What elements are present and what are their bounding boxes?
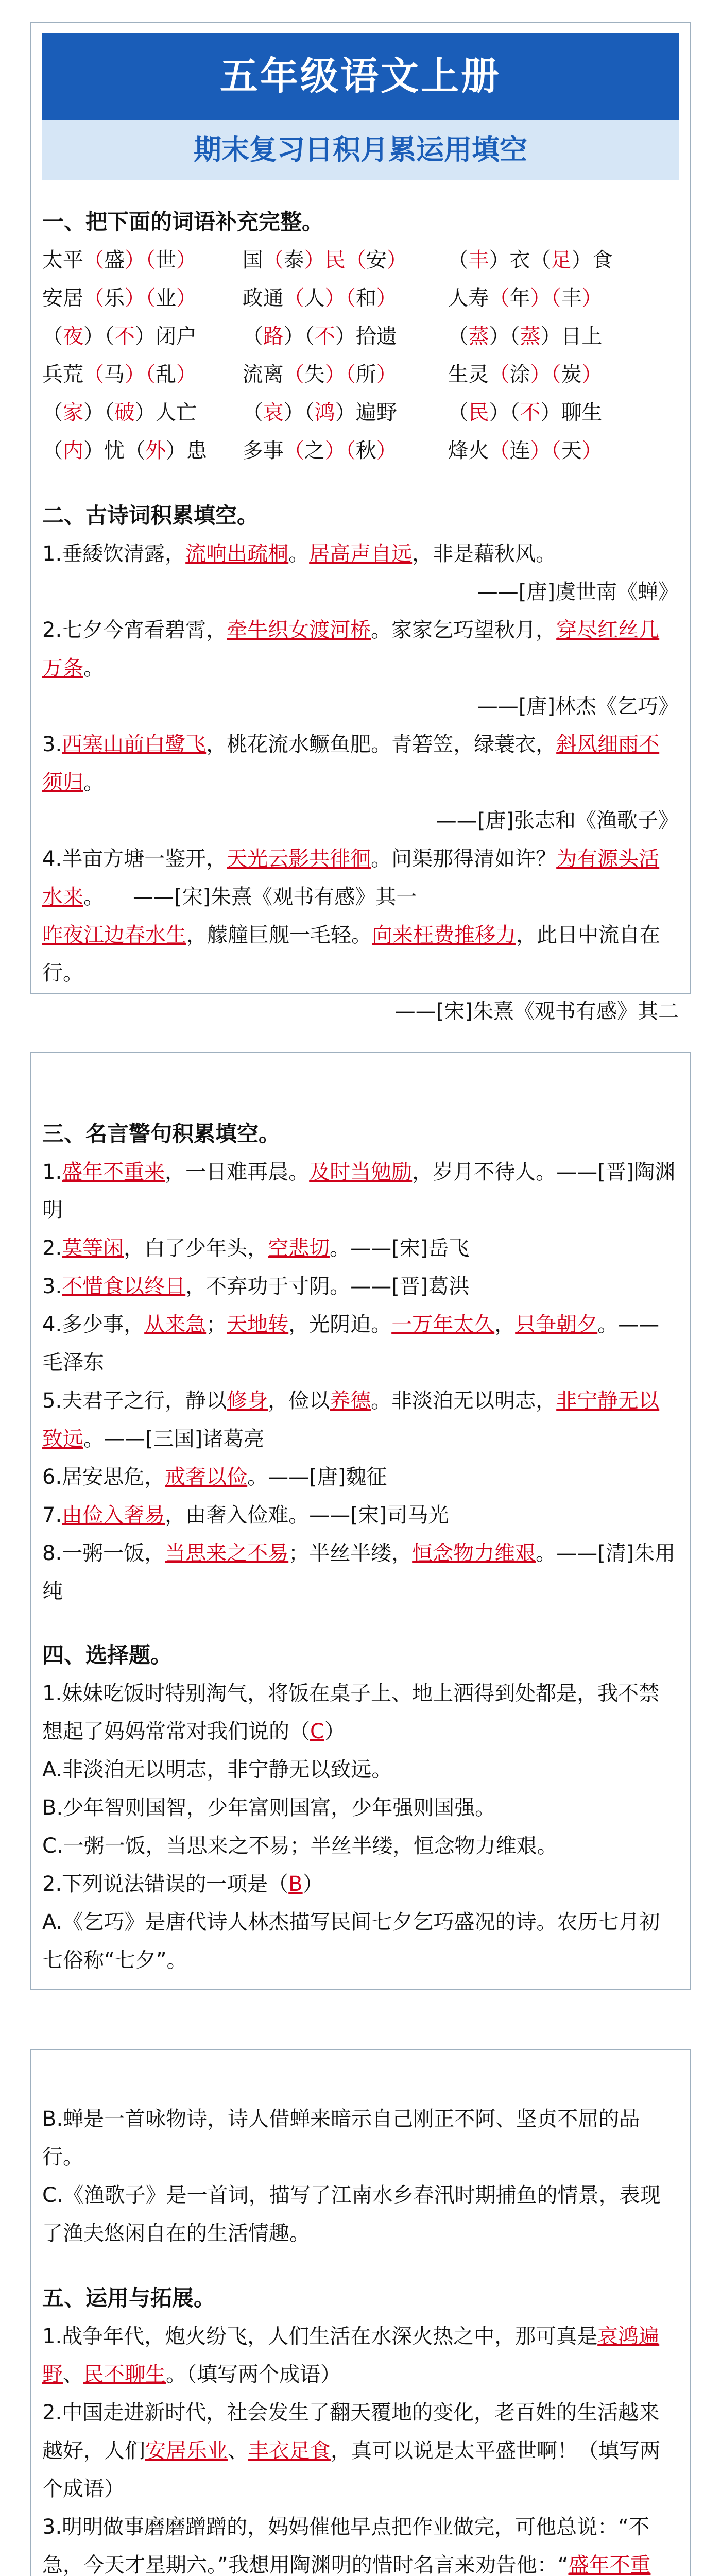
answer-char: 破 xyxy=(114,401,135,425)
word-text: （ xyxy=(448,325,469,348)
card-1 xyxy=(30,22,691,1023)
answer-text: 空悲切 xyxy=(268,1236,330,1260)
answer-char: （ xyxy=(489,363,510,386)
plain-text: 。家家乞巧望秋月， xyxy=(371,618,557,642)
word-text: 人寿 xyxy=(448,286,489,310)
choice-q2-c: C.《渔歌子》是一首词，描写了江南水乡春汛时期捕鱼的情景，表现了渔夫悠闲自在的生活情趣。 xyxy=(42,2183,661,2245)
plain-text: ，俭以 xyxy=(268,1389,330,1413)
plain-text: ，艨艟巨舰一毛轻。 xyxy=(186,923,372,947)
plain-text: 。 xyxy=(83,656,104,680)
choice-q2-a: A.《乞巧》是唐代诗人林杰描写民间七夕乞巧盛况的诗。农历七月初七俗称“七夕”。 xyxy=(42,1910,660,1972)
plain-text: ； xyxy=(206,1313,227,1336)
plain-text: 1.战争年代，炮火纷飞，人们生活在水深火热之中，那可真是 xyxy=(42,2325,598,2348)
card-2 xyxy=(30,1052,691,1990)
plain-text: 1.垂緌饮清露， xyxy=(42,542,186,566)
word-text: 秋 xyxy=(355,439,376,463)
poem-3 xyxy=(42,725,679,802)
answer-char: ） xyxy=(581,439,603,463)
word-row xyxy=(42,241,679,279)
answer-char: 不 xyxy=(314,325,335,348)
plain-text: 。 xyxy=(83,771,104,794)
answer-text: 一万年太久 xyxy=(391,1313,495,1336)
word-text: 世 xyxy=(156,248,176,272)
poem-5 xyxy=(42,916,679,992)
answer-char: ） xyxy=(376,286,397,310)
word-text: ）（ xyxy=(489,401,520,425)
word-item xyxy=(42,355,243,394)
quote-item xyxy=(42,1382,679,1458)
choice-q1-b: B.少年智则国智，少年富则国富，少年强则国强。 xyxy=(42,1796,496,1820)
answer-char: ）（ xyxy=(125,363,156,386)
quote-item xyxy=(42,1267,679,1306)
plain-text: 2. xyxy=(42,1236,62,1260)
word-text: （ xyxy=(448,401,469,425)
answer-char: 内 xyxy=(63,439,83,463)
poem-4-source: ——[宋]朱熹《观书有感》其一 xyxy=(133,885,417,909)
plain-text: 3. xyxy=(42,1275,62,1298)
quote-item xyxy=(42,1458,679,1496)
word-text: ）（ xyxy=(83,325,114,348)
answer-char: 不 xyxy=(114,325,135,348)
word-item xyxy=(243,432,448,470)
word-text: 国 xyxy=(242,248,263,272)
answer-char: 蒸 xyxy=(520,325,541,348)
page-subtitle: 期末复习日积月累运用填空 xyxy=(42,120,679,180)
plain-text: ，非是藉秋风。 xyxy=(412,542,557,566)
plain-text: 。——[宋]岳飞 xyxy=(330,1236,470,1260)
word-text: ）患 xyxy=(166,439,207,463)
answer-text: 及时当勉励 xyxy=(309,1160,413,1184)
word-item xyxy=(448,279,679,317)
poem-1-source: ——[唐]虞世南《蝉》 xyxy=(477,580,679,604)
word-text: 业 xyxy=(156,286,176,310)
answer-text: 只争朝夕 xyxy=(515,1313,598,1336)
word-item xyxy=(448,394,679,432)
plain-text: 7. xyxy=(42,1503,62,1527)
plain-text: 。——毛泽东 xyxy=(42,1313,660,1375)
answer-char: （ xyxy=(489,286,510,310)
answer-char: ）民（ xyxy=(304,248,366,272)
word-text: （ xyxy=(42,401,63,425)
answer-char: 路 xyxy=(263,325,284,348)
answer-text: 莫等闲 xyxy=(62,1236,124,1260)
plain-text: ，光阴迫。 xyxy=(288,1313,392,1336)
quote-item xyxy=(42,1153,679,1229)
plain-text: ，一日难再晨。 xyxy=(165,1160,310,1184)
word-row xyxy=(42,394,679,432)
word-item xyxy=(42,317,243,355)
plain-text: 5.夫君子之行，静以 xyxy=(42,1389,227,1413)
plain-text: 1. xyxy=(42,1160,62,1184)
answer-char: 家 xyxy=(63,401,83,425)
word-text: 安居 xyxy=(42,286,83,310)
answer-char: ）（ xyxy=(324,286,356,310)
answer-char: 不 xyxy=(520,401,541,425)
answer-char: （ xyxy=(283,439,304,463)
answer-char: 夜 xyxy=(63,325,83,348)
word-text: 丰 xyxy=(561,286,582,310)
answer-char: ） xyxy=(581,363,603,386)
answer-char: 蒸 xyxy=(468,325,489,348)
answer-text: 民不聊生 xyxy=(83,2363,166,2386)
plain-text: ；半丝半缕， xyxy=(288,1541,413,1565)
word-text: 连 xyxy=(509,439,530,463)
answer-char: ） xyxy=(376,439,397,463)
word-text: ）（ xyxy=(83,401,114,425)
section-1-title: 一、把下面的词语补充完整。 xyxy=(42,209,324,234)
word-item xyxy=(243,279,448,317)
poem-2-source: ——[唐]林杰《乞巧》 xyxy=(477,694,679,718)
word-text: 涂 xyxy=(509,363,530,386)
word-row xyxy=(42,355,679,394)
plain-text: 8.一粥一饭， xyxy=(42,1541,165,1565)
section-3-title: 三、名言警句积累填空。 xyxy=(42,1121,281,1146)
answer-text: 昨夜江边春水生 xyxy=(42,923,186,947)
card-3 xyxy=(30,2049,691,2576)
answer-text: 由俭入奢易 xyxy=(62,1503,165,1527)
word-item xyxy=(243,394,448,432)
answer-text: 修身 xyxy=(227,1389,268,1413)
answer-text: 不惜食以终日 xyxy=(62,1275,186,1298)
word-row xyxy=(42,432,679,470)
choice-q1-a: A.非淡泊无以明志，非宁静无以致远。 xyxy=(42,1758,392,1782)
word-row xyxy=(42,317,679,355)
answer-char: ） xyxy=(176,248,197,272)
answer-char: 哀 xyxy=(263,401,284,425)
answer-char: ）（ xyxy=(324,439,356,463)
word-item xyxy=(448,355,679,394)
word-text: ）日上 xyxy=(540,325,603,348)
word-text: ）拾遗 xyxy=(335,325,397,348)
word-text: 安 xyxy=(366,248,387,272)
word-text: 人 xyxy=(304,286,325,310)
answer-text: 养德 xyxy=(330,1389,371,1413)
answer-text: 当思来之不易 xyxy=(165,1541,289,1565)
poem-2 xyxy=(42,611,679,687)
answer-char: （ xyxy=(283,286,304,310)
answer-text: 向来枉费推移力 xyxy=(372,923,516,947)
word-item xyxy=(42,279,243,317)
answer-char: （ xyxy=(83,363,104,386)
word-text: （ xyxy=(242,401,263,425)
answer-char: 足 xyxy=(551,248,572,272)
word-text: 和 xyxy=(355,286,376,310)
answer-char: ）（ xyxy=(530,363,561,386)
plain-text: 。非淡泊无以明志， xyxy=(371,1389,557,1413)
quote-item xyxy=(42,1229,679,1267)
page-title: 五年级语文上册 xyxy=(42,33,679,120)
word-text: 泰 xyxy=(283,248,304,272)
choice-q2 xyxy=(42,1865,679,1903)
poem-5-source: ——[宋]朱熹《观书有感》其二 xyxy=(394,999,679,1023)
poem-4 xyxy=(42,840,679,916)
plain-text: 3.明明做事磨磨蹭蹭的，妈妈催他早点把作业做完，可他总说：“不急，今天才星期六。”我想用陶渊明的惜时名言来劝告他：“ xyxy=(42,2515,649,2576)
answer-char: 鸿 xyxy=(314,401,335,425)
answer-char: （ xyxy=(283,363,304,386)
answer-text: 盛年不重来 xyxy=(62,1160,165,1184)
plain-text: 6.居安思危， xyxy=(42,1465,165,1489)
plain-text: 1.妹妹吃饭时特别淘气，将饭在桌子上、地上洒得到处都是，我不禁想起了妈妈常常对我们说的（ xyxy=(42,1682,660,1743)
answer-char: （ xyxy=(263,248,284,272)
answer-text: 牵牛织女渡河桥 xyxy=(227,618,371,642)
answer-text: 从来急 xyxy=(144,1313,207,1336)
word-text: 之 xyxy=(304,439,325,463)
answer-char: ）（ xyxy=(530,439,561,463)
answer-char: ）（ xyxy=(530,286,561,310)
word-text: （ xyxy=(242,325,263,348)
plain-text: 。 xyxy=(288,542,310,566)
answer-text: B xyxy=(288,1872,303,1896)
plain-text: 2.下列说法错误的一项是（ xyxy=(42,1872,289,1896)
plain-text: ，桃花流水鳜鱼肥。青箬笠，绿蓑衣， xyxy=(206,733,557,756)
word-item xyxy=(42,241,243,279)
section-4-title: 四、选择题。 xyxy=(42,1642,173,1668)
word-text: ）聊生 xyxy=(540,401,603,425)
answer-char: ） xyxy=(176,363,197,386)
plain-text: ，岁月不待人。——[晋]陶渊明 xyxy=(42,1160,676,1222)
plain-text: ，白了少年头， xyxy=(124,1236,268,1260)
word-text: （ xyxy=(448,248,469,272)
answer-text: 戒奢以俭 xyxy=(165,1465,248,1489)
answer-text: C xyxy=(310,1720,324,1743)
answer-text: 非宁静无以致远 xyxy=(42,1389,660,1451)
extend-3 xyxy=(42,2508,679,2576)
answer-text: 丰衣足食 xyxy=(248,2439,331,2463)
quote-list xyxy=(42,1153,679,1611)
plain-text: 。问渠那得清如许？ xyxy=(371,847,557,871)
plain-text: 2.中国走进新时代，社会发生了翻天覆地的变化，老百姓的生活越来越好，人们 xyxy=(42,2401,660,2463)
word-text: 年 xyxy=(509,286,530,310)
poem-3-source: ——[唐]张志和《渔歌子》 xyxy=(436,809,679,833)
answer-text: 盛年不重 xyxy=(568,2553,651,2576)
plain-text: ，由奢入俭难。——[宋]司马光 xyxy=(165,1503,449,1527)
extend-1 xyxy=(42,2317,679,2394)
word-text: ）（ xyxy=(489,325,520,348)
word-text: 兵荒 xyxy=(42,363,83,386)
answer-text: 斜风细雨不须归 xyxy=(42,733,660,794)
word-row xyxy=(42,279,679,317)
word-text: 流离 xyxy=(242,363,284,386)
plain-text: 4.半亩方塘一鉴开， xyxy=(42,847,227,871)
word-item xyxy=(243,241,448,279)
answer-text: 安居乐业 xyxy=(145,2439,228,2463)
word-text: 马 xyxy=(104,363,125,386)
answer-char: （ xyxy=(83,248,104,272)
answer-text: 居高声自远 xyxy=(309,542,413,566)
plain-text: 、 xyxy=(228,2439,248,2463)
quote-item xyxy=(42,1534,679,1611)
word-text: 炭 xyxy=(561,363,582,386)
answer-char: ） xyxy=(176,286,197,310)
plain-text: ） xyxy=(302,1872,323,1896)
word-text: 乱 xyxy=(156,363,176,386)
plain-text: ，此日中流自在行。 xyxy=(42,923,660,985)
word-text: 乐 xyxy=(104,286,125,310)
answer-char: （ xyxy=(83,286,104,310)
plain-text: ） xyxy=(324,1720,345,1743)
section-5-title: 五、运用与拓展。 xyxy=(42,2285,216,2311)
word-text: ）衣（ xyxy=(489,248,551,272)
answer-char: ）（ xyxy=(125,248,156,272)
answer-text: 为有源头活水来 xyxy=(42,847,660,909)
answer-text: 西塞山前白鹭飞 xyxy=(62,733,207,756)
header xyxy=(42,33,679,180)
section-2-title: 二、古诗词积累填空。 xyxy=(42,503,259,528)
answer-text: 恒念物力维艰 xyxy=(412,1541,536,1565)
plain-text: 。——[三国]诸葛亮 xyxy=(83,1427,265,1451)
answer-char: 外 xyxy=(145,439,166,463)
plain-text: ，真可以说是太平盛世啊！（填写两个成语） xyxy=(42,2439,660,2501)
plain-text: 2.七夕今宵看碧霄， xyxy=(42,618,227,642)
word-text: ）（ xyxy=(283,401,315,425)
plain-text: 3. xyxy=(42,733,62,756)
word-text: 政通 xyxy=(242,286,284,310)
word-item xyxy=(243,355,448,394)
word-text: 所 xyxy=(355,363,376,386)
word-text: 盛 xyxy=(104,248,125,272)
word-text: ）忧（ xyxy=(83,439,145,463)
word-text: 生灵 xyxy=(448,363,489,386)
plain-text: 。——[唐]魏征 xyxy=(247,1465,387,1489)
plain-text: ， xyxy=(494,1313,516,1336)
word-item xyxy=(42,432,243,470)
word-text: ）遍野 xyxy=(335,401,397,425)
word-text: 太平 xyxy=(42,248,83,272)
answer-char: ）（ xyxy=(125,286,156,310)
choice-q2-b: B.蝉是一首咏物诗，诗人借蝉来暗示自己刚正不阿、坚贞不屈的品行。 xyxy=(42,2107,640,2169)
word-text: ）闭户 xyxy=(135,325,197,348)
word-item xyxy=(243,317,448,355)
poem-1 xyxy=(42,535,679,573)
answer-text: 哀鸿遍野 xyxy=(42,2325,660,2386)
extend-2 xyxy=(42,2394,679,2508)
plain-text: 。 xyxy=(83,885,104,909)
plain-text: 4.多少事， xyxy=(42,1313,145,1336)
answer-char: 民 xyxy=(468,401,489,425)
word-text: ）食 xyxy=(571,248,613,272)
plain-text: 。——[清]朱用纯 xyxy=(42,1541,676,1603)
word-text: 多事 xyxy=(242,439,284,463)
answer-char: （ xyxy=(489,439,510,463)
plain-text: ，不弃功于寸阴。——[晋]葛洪 xyxy=(185,1275,470,1298)
word-item xyxy=(448,241,679,279)
word-item xyxy=(448,432,679,470)
word-text: （ xyxy=(42,439,63,463)
choice-q1-c: C.一粥一饭，当思来之不易；半丝半缕，恒念物力维艰。 xyxy=(42,1834,558,1858)
answer-text: 穿尽红丝几万条 xyxy=(42,618,660,680)
choice-q1 xyxy=(42,1674,679,1751)
word-text: （ xyxy=(42,325,63,348)
word-item xyxy=(42,394,243,432)
answer-char: ） xyxy=(581,286,603,310)
answer-text: 天光云影共徘徊 xyxy=(227,847,371,871)
word-item xyxy=(448,317,679,355)
word-text: 烽火 xyxy=(448,439,489,463)
word-text: 失 xyxy=(304,363,325,386)
answer-char: ） xyxy=(386,248,407,272)
plain-text: 、 xyxy=(63,2363,83,2386)
answer-text: 天地转 xyxy=(227,1313,289,1336)
word-text: 天 xyxy=(561,439,582,463)
answer-char: ）（ xyxy=(324,363,356,386)
word-text: ）（ xyxy=(283,325,315,348)
answer-char: ） xyxy=(376,363,397,386)
plain-text: 。（填写两个成语） xyxy=(166,2363,341,2386)
word-grid xyxy=(42,241,679,470)
quote-item xyxy=(42,1306,679,1382)
word-text: ）人亡 xyxy=(135,401,197,425)
answer-text: 流响出疏桐 xyxy=(185,542,289,566)
quote-item xyxy=(42,1496,679,1534)
answer-char: 丰 xyxy=(468,248,489,272)
